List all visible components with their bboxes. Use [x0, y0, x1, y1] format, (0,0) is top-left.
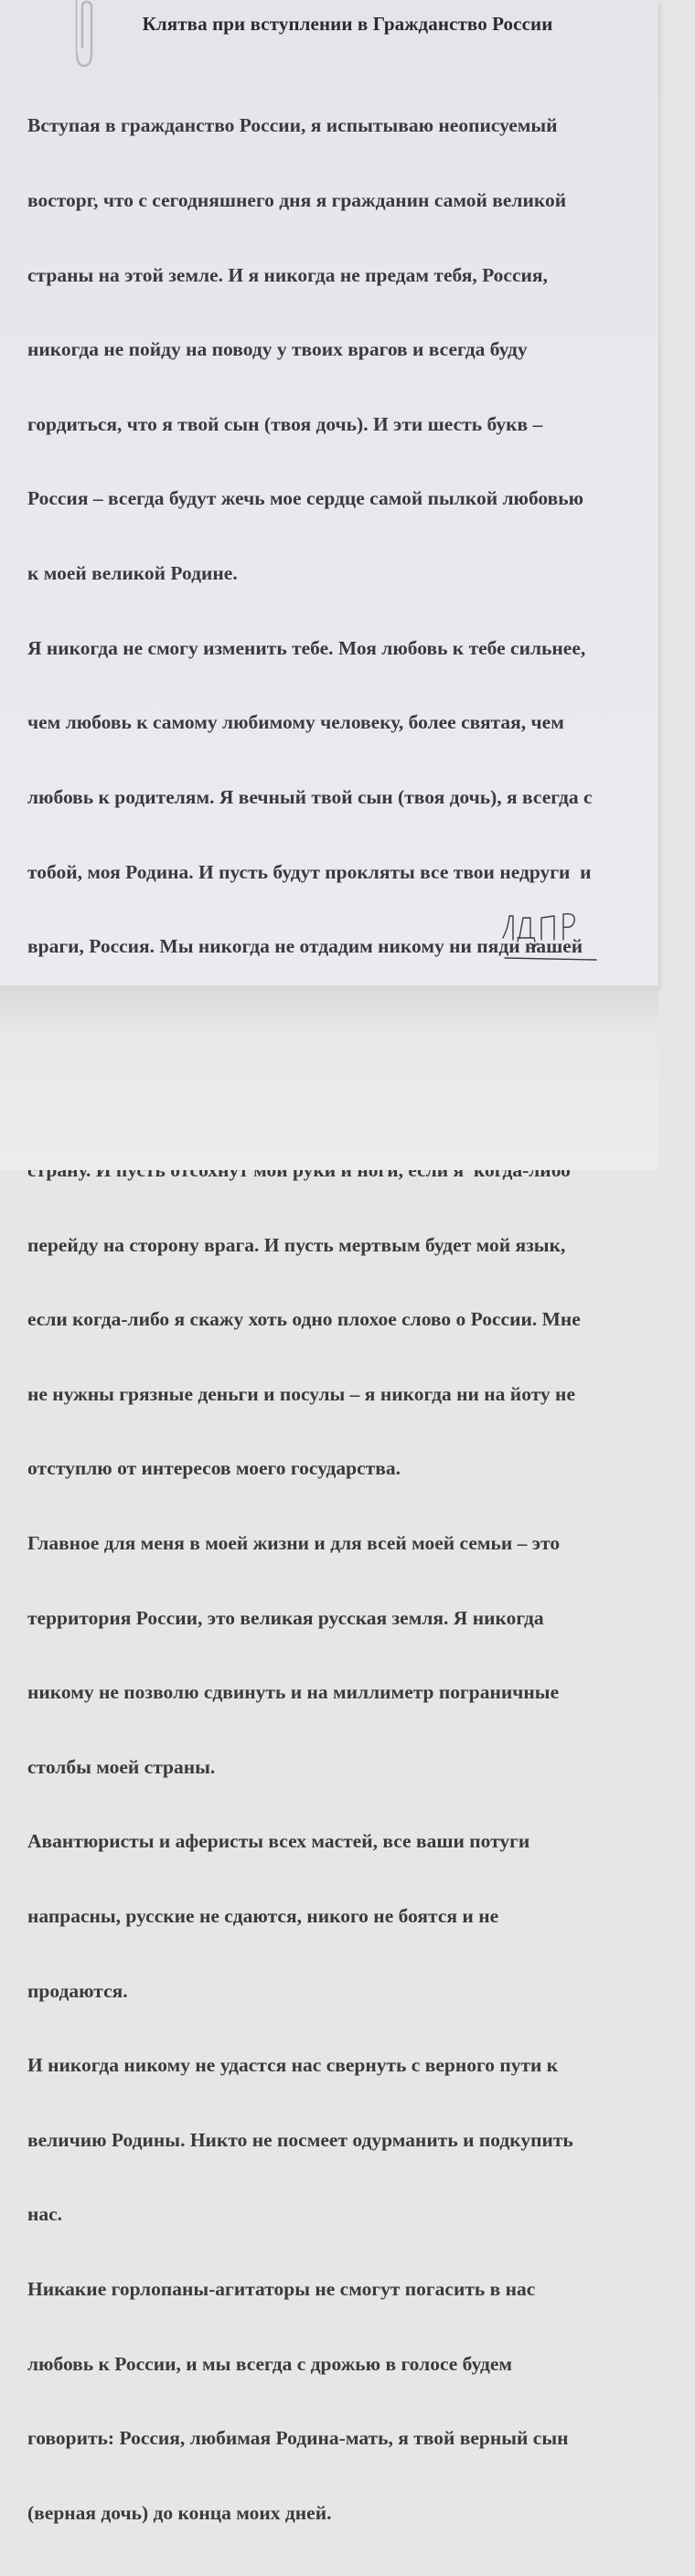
text-line: Главное для меня в моей жизни и для всей моей семьи – это [27, 1531, 561, 1554]
text-line: территория России, это великая русская земля. Я никогда [27, 1606, 544, 1629]
text-line: никому не позволю сдвинуть и на миллиметр пограничные [27, 1681, 560, 1704]
text-line: никогда не пойду на поводу у твоих врагов и всегда буду [27, 338, 528, 361]
text-line: нас. [27, 2203, 63, 2226]
ldpr-signature-icon [494, 905, 604, 969]
text-line: перейду на сторону врага. И пусть мертвым будет мой язык, [27, 1233, 566, 1256]
text-line: Никакие горлопаны-агитаторы не смогут погасить в нас [27, 2278, 536, 2301]
text-line: Россия – всегда будут жечь мое сердце самой пылкой любовью [27, 487, 584, 510]
text-line: к моей великой Родине. [27, 562, 238, 585]
text-line: гордиться, что я твой сын (твоя дочь). И эти шесть букв – [27, 412, 543, 435]
text-line: отступлю от интересов моего государства. [27, 1457, 401, 1480]
text-line: говорить: Россия, любимая Родина-мать, я твой верный сын [27, 2427, 569, 2450]
text-line: Вступая в гражданство России, я испытываю неописуемый [27, 114, 558, 137]
table-surface [0, 985, 658, 1170]
text-line: любовь к родителям. Я вечный твой сын (твоя дочь), я всегда с [27, 785, 593, 808]
text-line: столбы моей страны. [27, 1755, 216, 1778]
text-line: напрасны, русские не сдаются, никого не боятся и не [27, 1905, 499, 1928]
oath-text [27, 64, 668, 2576]
text-line: если когда-либо я скажу хоть одно плохое слово о России. Мне [27, 1308, 581, 1331]
text-line: продаются. [27, 1979, 128, 2002]
text-line: Авантюристы и аферисты всех мастей, все ваши потуги [27, 1830, 530, 1853]
document-title: Клятва при вступлении в Гражданство России [142, 13, 553, 35]
text-line: страны на этой земле. И я никогда не предам тебя, Россия, [27, 263, 548, 286]
text-line: чем любовь к самому любимому человеку, более святая, чем [27, 711, 564, 734]
text-line: И никогда никому не удастся нас свернуть с верного пути к [27, 2054, 559, 2077]
text-line: (верная дочь) до конца моих дней. [27, 2501, 332, 2524]
text-line: Я никогда не смогу изменить тебе. Моя любовь к тебе сильнее, [27, 636, 586, 659]
text-line: не нужны грязные деньги и посулы – я никогда ни на йоту не [27, 1382, 575, 1405]
text-line: восторг, что с сегодняшнего дня я гражданин самой великой [27, 189, 567, 212]
text-line: величию Родины. Никто не посмеет одурманить и подкупить [27, 2128, 573, 2151]
paper-clip-icon [64, 0, 101, 73]
text-line: тобой, моя Родина. И пусть будут прокляты все твои недруги и [27, 860, 592, 883]
text-line: враги, Россия. Мы никогда не отдадим никому ни пяди нашей [27, 935, 583, 958]
text-line: любовь к России, и мы всегда с дрожью в голосе будем [27, 2352, 513, 2375]
